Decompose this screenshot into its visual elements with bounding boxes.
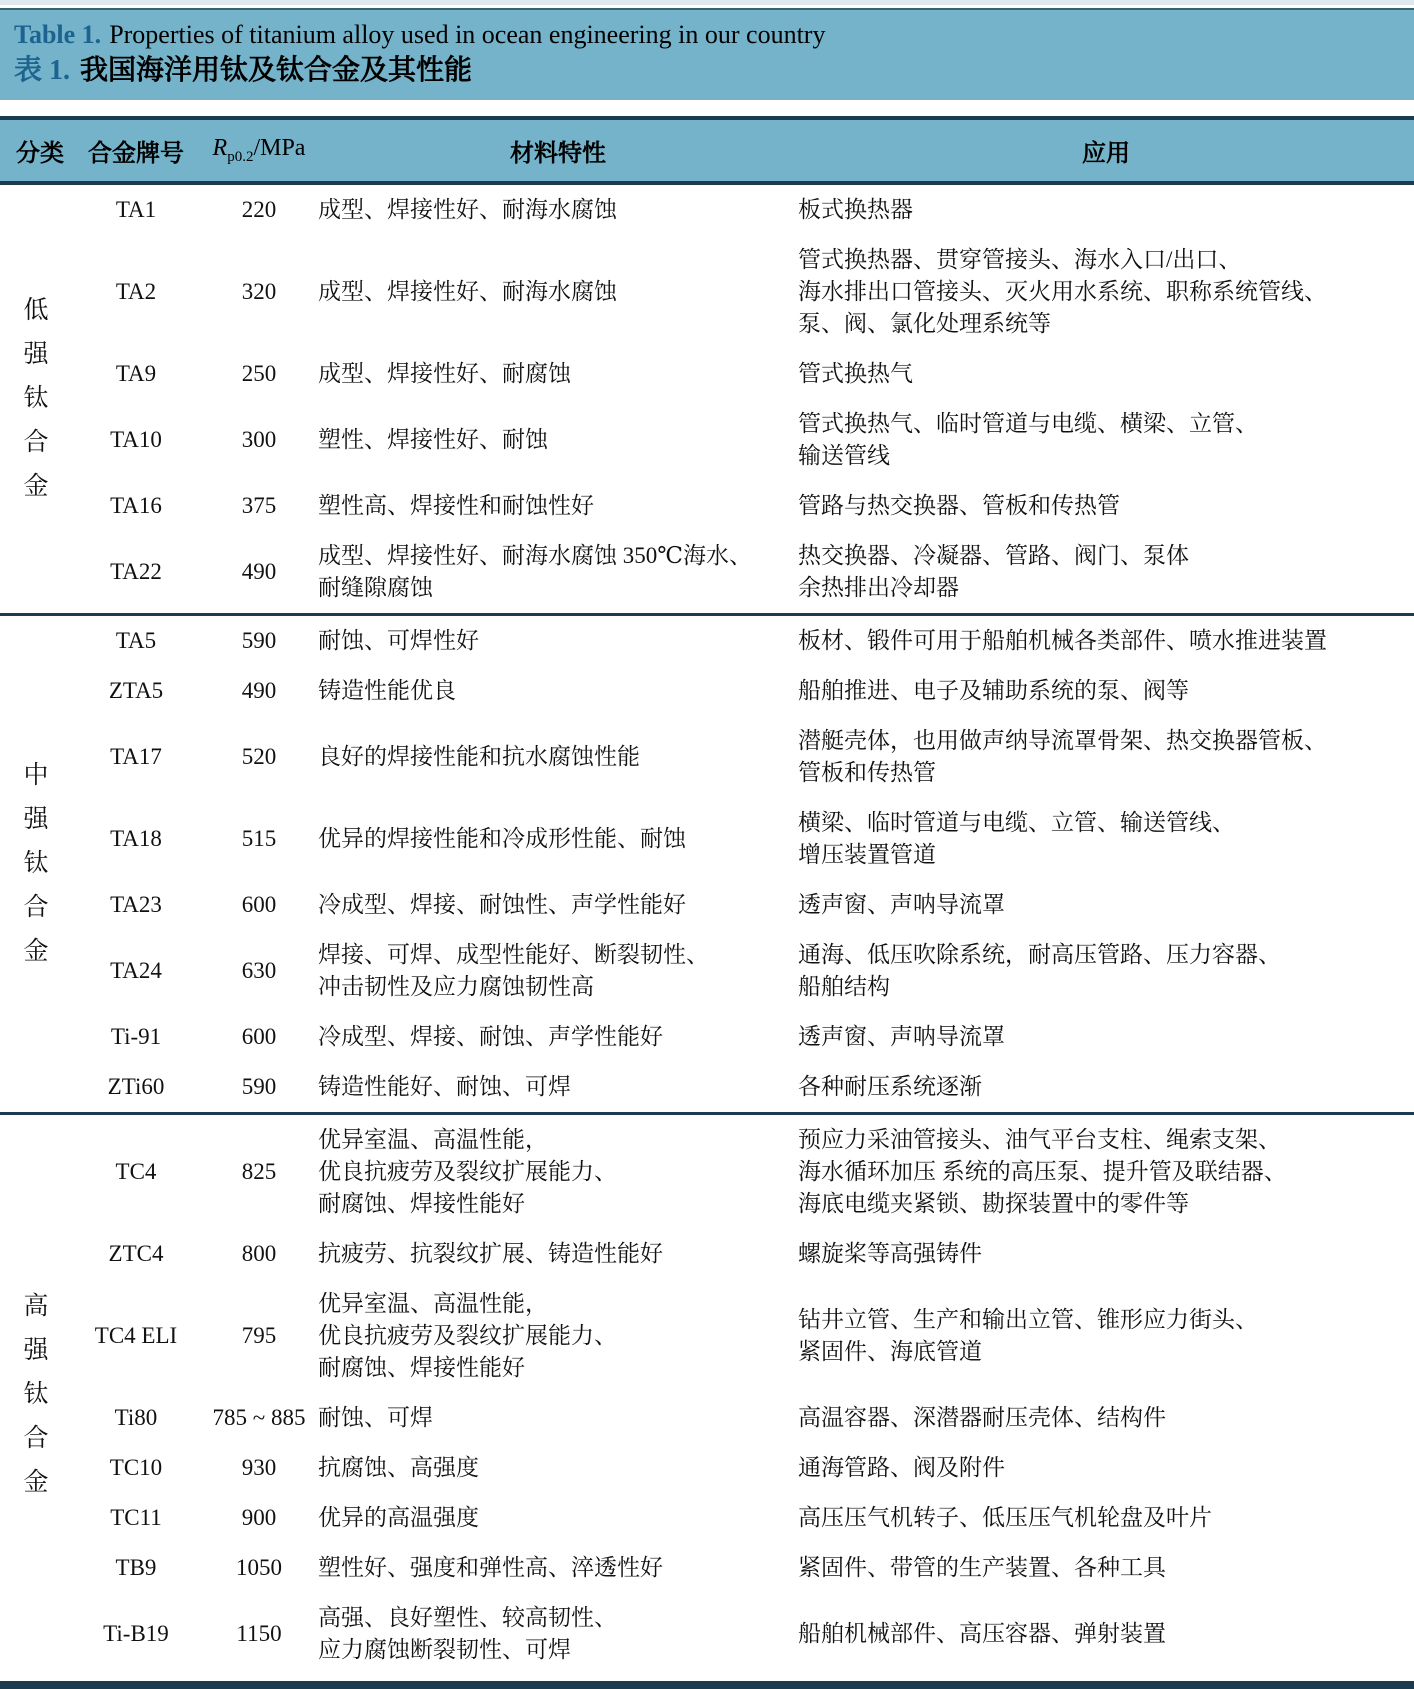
- table-bottom-rule: [0, 1681, 1414, 1689]
- table-row: [0, 531, 1414, 615]
- app-line: 紧固件、海底管道: [798, 1339, 982, 1364]
- app-line: 螺旋桨等高强铸件: [798, 1241, 982, 1266]
- strength-subscript: p0.2: [227, 148, 254, 165]
- grade-cell: TA9: [115, 361, 157, 386]
- trait-line: 焊接、可焊、成型性能好、断裂韧性、: [318, 942, 709, 967]
- app-line: 潜艇壳体，也用做声纳导流罩骨架、热交换器管板、: [798, 728, 1327, 753]
- trait-line: 冷成型、焊接、耐蚀性、声学性能好: [318, 892, 686, 917]
- app-line: 高温容器、深潜器耐压壳体、结构件: [798, 1405, 1166, 1430]
- grade-cell: TA24: [110, 958, 162, 983]
- table-row: [0, 1279, 1414, 1393]
- category-char: 合: [23, 894, 49, 921]
- application-cell: [798, 481, 1414, 531]
- traits-cell: [318, 183, 798, 235]
- grade-cell: TC11: [110, 1505, 162, 1530]
- trait-line: 优异室温、高温性能，: [318, 1127, 548, 1152]
- table-row: [0, 930, 1414, 1012]
- table-row: [0, 1012, 1414, 1062]
- table-row: [0, 183, 1414, 235]
- traits-cell: [318, 880, 798, 930]
- traits-cell: [318, 399, 798, 481]
- traits-cell: [318, 1062, 798, 1114]
- grade-cell: TA16: [110, 493, 162, 518]
- application-cell: [798, 798, 1414, 880]
- application-cell: [798, 716, 1414, 798]
- trait-line: 耐腐蚀、焊接性能好: [318, 1191, 525, 1216]
- trait-line: 冲击韧性及应力腐蚀韧性高: [318, 974, 594, 999]
- header-strength: [200, 118, 318, 183]
- table-row: [0, 615, 1414, 667]
- strength-cell: 590: [200, 615, 318, 667]
- table-row: [0, 1393, 1414, 1443]
- strength-cell: 785 ~ 885: [212, 1405, 306, 1430]
- traits-cell: [318, 666, 798, 716]
- strength-cell: 825: [200, 1114, 318, 1230]
- strength-cell: 375: [241, 493, 277, 518]
- app-line: 透声窗、声呐导流罩: [798, 1024, 1005, 1049]
- header-row: [0, 118, 1414, 183]
- app-line: 预应力采油管接头、油气平台支柱、绳索支架、: [798, 1127, 1281, 1152]
- application-cell: [798, 1593, 1414, 1675]
- application-cell: [798, 615, 1414, 667]
- trait-line: 优良抗疲劳及裂纹扩展能力、: [318, 1323, 617, 1348]
- strength-cell: 930: [241, 1455, 277, 1480]
- trait-line: 塑性好、强度和弹性高、淬透性好: [318, 1555, 663, 1580]
- traits-cell: [318, 531, 798, 615]
- app-line: 海水排出口管接头、灭火用水系统、职称系统管线、: [798, 279, 1327, 304]
- grade-cell: ZTi60: [107, 1074, 165, 1099]
- application-cell: [798, 1493, 1414, 1543]
- category-char: 低: [23, 297, 49, 324]
- grade-cell: TC4 ELI: [94, 1323, 178, 1348]
- strength-cell: 250: [241, 361, 277, 386]
- traits-cell: [318, 716, 798, 798]
- strength-cell: 300: [241, 427, 277, 452]
- traits-cell: [318, 1543, 798, 1593]
- trait-line: 塑性、焊接性好、耐蚀: [318, 427, 548, 452]
- table-header: [0, 118, 1414, 183]
- strength-cell: 490: [241, 678, 277, 703]
- table-row: [0, 1493, 1414, 1543]
- app-line: 钻井立管、生产和输出立管、锥形应力街头、: [798, 1307, 1258, 1332]
- trait-line: 成型、焊接性好、耐海水腐蚀: [318, 197, 617, 222]
- header-application: 应用: [798, 118, 1414, 183]
- application-cell: [798, 1062, 1414, 1114]
- strength-cell: 600: [241, 1024, 277, 1049]
- grade-cell: TA5: [72, 615, 200, 667]
- app-line: 船舶结构: [798, 974, 890, 999]
- category-char: 合: [23, 429, 49, 456]
- trait-line: 抗疲劳、抗裂纹扩展、铸造性能好: [318, 1241, 663, 1266]
- app-line: 海底电缆夹紧锁、勘探装置中的零件等: [798, 1191, 1189, 1216]
- trait-line: 高强、良好塑性、较高韧性、: [318, 1605, 617, 1630]
- traits-cell: [318, 1493, 798, 1543]
- table-number-en: Table 1.: [14, 20, 102, 49]
- trait-line: 优异的焊接性能和冷成形性能、耐蚀: [318, 826, 686, 851]
- category-char: 金: [23, 1469, 49, 1496]
- grade-cell: TA2: [115, 279, 157, 304]
- table-row: [0, 716, 1414, 798]
- table-row: [0, 880, 1414, 930]
- table-row: [0, 1229, 1414, 1279]
- application-cell: [798, 349, 1414, 399]
- table-row: [0, 481, 1414, 531]
- strength-cell: 320: [241, 279, 277, 304]
- app-line: 海水循环加压 系统的高压泵、提升管及联结器、: [798, 1159, 1287, 1184]
- application-cell: [798, 1279, 1414, 1393]
- table-row: [0, 666, 1414, 716]
- app-line: 透声窗、声呐导流罩: [798, 892, 1005, 917]
- trait-line: 成型、焊接性好、耐腐蚀: [318, 361, 571, 386]
- trait-line: 耐蚀、可焊: [318, 1405, 433, 1430]
- app-line: 泵、阀、氯化处理系统等: [798, 311, 1051, 336]
- app-line: 热交换器、冷凝器、管路、阀门、泵体: [798, 543, 1189, 568]
- page-top-strip: [0, 0, 1414, 5]
- category-char: 钛: [23, 1381, 49, 1408]
- traits-cell: [318, 349, 798, 399]
- application-cell: [798, 1229, 1414, 1279]
- table-title-zh-text: 我国海洋用钛及钛合金及其性能: [80, 55, 473, 86]
- application-cell: [798, 1443, 1414, 1493]
- table-body: [0, 183, 1414, 1675]
- grade-cell: TA17: [110, 744, 162, 769]
- application-cell: [798, 930, 1414, 1012]
- table-caption-band: [0, 8, 1414, 100]
- app-line: 各种耐压系统逐渐: [798, 1074, 982, 1099]
- category-char: 金: [23, 938, 49, 965]
- strength-cell: 900: [241, 1505, 277, 1530]
- category-char: 强: [23, 1337, 49, 1364]
- app-line: 管板和传热管: [798, 760, 936, 785]
- traits-cell: [318, 481, 798, 531]
- app-line: 板式换热器: [798, 197, 913, 222]
- trait-line: 耐缝隙腐蚀: [318, 575, 433, 600]
- trait-line: 铸造性能好、耐蚀、可焊: [318, 1074, 571, 1099]
- category-char: 金: [23, 473, 49, 500]
- grade-cell: TB9: [115, 1555, 157, 1580]
- grade-cell: ZTA5: [108, 678, 164, 703]
- grade-cell: TA1: [115, 197, 157, 222]
- trait-line: 成型、焊接性好、耐海水腐蚀: [318, 279, 617, 304]
- category-char: 钛: [23, 850, 49, 877]
- app-line: 输送管线: [798, 443, 890, 468]
- table-row: [0, 1443, 1414, 1493]
- grade-cell: TA10: [110, 427, 162, 452]
- application-cell: [798, 1012, 1414, 1062]
- traits-cell: [318, 1279, 798, 1393]
- table-row: [0, 1543, 1414, 1593]
- app-line: 船舶推进、电子及辅助系统的泵、阀等: [798, 678, 1189, 703]
- strength-cell: 800: [241, 1241, 277, 1266]
- category-char: 钛: [23, 385, 49, 412]
- table-row: [0, 235, 1414, 349]
- traits-cell: [318, 1593, 798, 1675]
- application-cell: [798, 1393, 1414, 1443]
- header-traits: 材料特性: [318, 118, 798, 183]
- strength-cell: 515: [241, 826, 277, 851]
- app-line: 船舶机械部件、高压容器、弹射装置: [798, 1621, 1166, 1646]
- app-line: 紧固件、带管的生产装置、各种工具: [798, 1555, 1166, 1580]
- application-cell: [798, 880, 1414, 930]
- table-title-en-text: Properties of titanium alloy used in ocean engineering in our country: [109, 20, 826, 49]
- grade-cell: TC10: [109, 1455, 163, 1480]
- trait-line: 抗腐蚀、高强度: [318, 1455, 479, 1480]
- app-line: 增压装置管道: [798, 842, 936, 867]
- app-line: 管式换热气: [798, 361, 913, 386]
- app-line: 横梁、临时管道与电缆、立管、输送管线、: [798, 810, 1235, 835]
- application-cell: [798, 399, 1414, 481]
- category-char: 强: [23, 806, 49, 833]
- trait-line: 优良抗疲劳及裂纹扩展能力、: [318, 1159, 617, 1184]
- trait-line: 优异室温、高温性能，: [318, 1291, 548, 1316]
- table-row: [0, 349, 1414, 399]
- traits-cell: [318, 1229, 798, 1279]
- application-cell: [798, 1114, 1414, 1230]
- trait-line: 耐腐蚀、焊接性能好: [318, 1355, 525, 1380]
- table-row: [0, 1114, 1414, 1230]
- traits-cell: [318, 798, 798, 880]
- table-title-zh: [14, 52, 1398, 90]
- table-row: [0, 798, 1414, 880]
- category-char: 合: [23, 1425, 49, 1452]
- application-cell: [798, 1543, 1414, 1593]
- trait-line: 成型、焊接性好、耐海水腐蚀 350℃海水、: [318, 543, 752, 568]
- traits-cell: [318, 1012, 798, 1062]
- strength-unit: /MPa: [253, 135, 306, 162]
- grade-cell: TA18: [110, 826, 162, 851]
- traits-cell: [318, 1393, 798, 1443]
- trait-line: 冷成型、焊接、耐蚀、声学性能好: [318, 1024, 663, 1049]
- application-cell: [798, 531, 1414, 615]
- traits-cell: [318, 930, 798, 1012]
- grade-cell: Ti-91: [110, 1024, 162, 1049]
- app-line: 通海管路、阀及附件: [798, 1455, 1005, 1480]
- strength-cell: 590: [241, 1074, 277, 1099]
- grade-cell: Ti80: [114, 1405, 158, 1430]
- strength-cell: 630: [241, 958, 277, 983]
- grade-cell: TA22: [110, 559, 162, 584]
- category-label: [0, 615, 72, 1114]
- app-line: 通海、低压吹除系统，耐高压管路、压力容器、: [798, 942, 1281, 967]
- category-label: [0, 1114, 72, 1676]
- trait-line: 耐蚀、可焊性好: [318, 628, 479, 653]
- table-row: [0, 1593, 1414, 1675]
- strength-cell: 520: [241, 744, 277, 769]
- app-line: 管式换热器、贯穿管接头、海水入口/出口、: [798, 247, 1242, 272]
- header-grade: 合金牌号: [72, 118, 200, 183]
- traits-cell: [318, 1443, 798, 1493]
- caption-table-gap: [0, 100, 1414, 116]
- app-line: 板材、锻件可用于船舶机械各类部件、喷水推进装置: [798, 628, 1327, 653]
- application-cell: [798, 235, 1414, 349]
- grade-cell: ZTC4: [108, 1241, 164, 1266]
- traits-cell: [318, 1114, 798, 1230]
- strength-symbol: R: [212, 135, 228, 162]
- traits-cell: [318, 235, 798, 349]
- alloy-properties-table: [0, 116, 1414, 1675]
- strength-cell: 490: [241, 559, 277, 584]
- trait-line: 优异的高温强度: [318, 1505, 479, 1530]
- trait-line: 塑性高、焊接性和耐蚀性好: [318, 493, 594, 518]
- header-category: 分类: [0, 118, 72, 183]
- strength-cell: 795: [241, 1323, 277, 1348]
- category-char: 中: [23, 762, 49, 789]
- table-row: [0, 1062, 1414, 1114]
- grade-cell: TC4: [72, 1114, 200, 1230]
- strength-cell: 1050: [236, 1555, 282, 1580]
- category-label: [0, 183, 72, 615]
- app-line: 余热排出冷却器: [798, 575, 959, 600]
- trait-line: 应力腐蚀断裂韧性、可焊: [318, 1637, 571, 1662]
- trait-line: 铸造性能优良: [318, 678, 456, 703]
- app-line: 高压压气机转子、低压压气机轮盘及叶片: [798, 1505, 1212, 1530]
- strength-cell: 1150: [236, 1621, 282, 1646]
- app-line: 管路与热交换器、管板和传热管: [798, 493, 1120, 518]
- trait-line: 良好的焊接性能和抗水腐蚀性能: [318, 744, 640, 769]
- category-char: 强: [23, 341, 49, 368]
- application-cell: [798, 183, 1414, 235]
- table-number-zh: 表 1.: [14, 55, 71, 86]
- category-char: 高: [23, 1293, 49, 1320]
- application-cell: [798, 666, 1414, 716]
- strength-cell: 600: [241, 892, 277, 917]
- strength-cell: 220: [241, 197, 277, 222]
- traits-cell: [318, 615, 798, 667]
- grade-cell: Ti-B19: [103, 1621, 169, 1646]
- table-row: [0, 399, 1414, 481]
- grade-cell: TA23: [110, 892, 162, 917]
- app-line: 管式换热气、临时管道与电缆、横梁、立管、: [798, 411, 1258, 436]
- table-title-en: [14, 18, 1398, 52]
